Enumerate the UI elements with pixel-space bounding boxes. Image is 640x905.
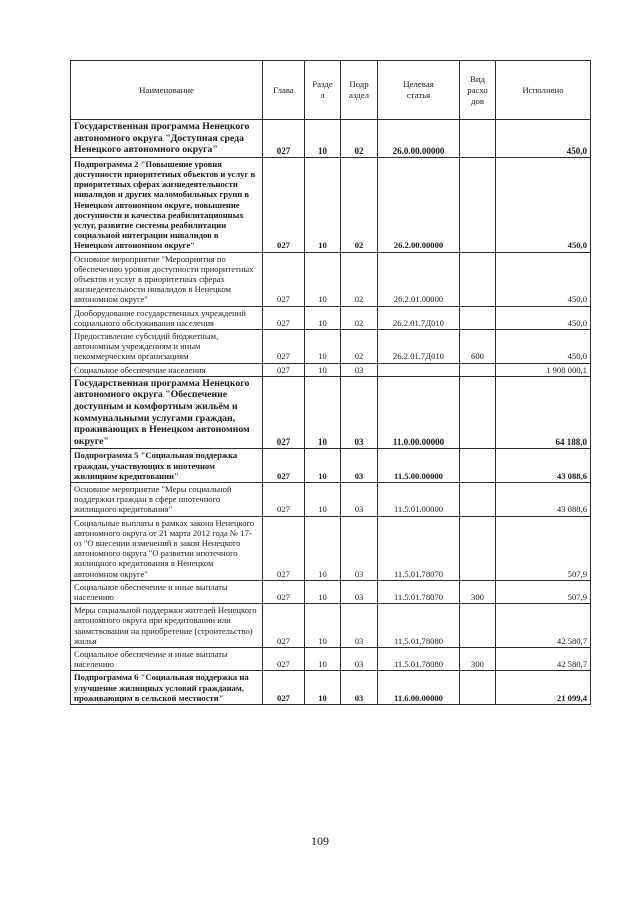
cell-podrazdel: 02 <box>341 157 378 252</box>
cell-glava: 027 <box>263 516 305 580</box>
cell-amount: 1 908 000,1 <box>496 363 591 376</box>
cell-razdel: 10 <box>305 330 341 364</box>
page-number: 109 <box>311 834 329 848</box>
cell-amount: 43 088,6 <box>496 449 591 483</box>
cell-vid <box>460 252 496 306</box>
cell-amount: 21 099,4 <box>496 671 591 705</box>
cell-name: Социальное обеспечение населения <box>71 363 263 376</box>
cell-vid <box>460 516 496 580</box>
cell-name: Социальные выплаты в рамках закона Ненецкого автономного округа от 21 марта 2012 года № 17-оз "О внесении изменений в закон Ненецкого автономного округа "О развитии ипотечного жилищного кредитования в Ненецком автономном округе" <box>71 516 263 580</box>
cell-vid <box>460 120 496 158</box>
cell-target: 11.5.01.78070 <box>378 516 460 580</box>
cell-name: Основное мероприятие "Мероприятия по обеспечению уровня доступности приоритетных объектов и услуг в приоритетных сферах жизнедеятельности инвалидов в Ненецком автономном округе" <box>71 252 263 306</box>
table-body <box>71 120 591 705</box>
cell-podrazdel: 02 <box>341 306 378 329</box>
cell-podrazdel: 02 <box>341 252 378 306</box>
cell-glava: 027 <box>263 604 305 648</box>
cell-amount: 450,0 <box>496 120 591 158</box>
cell-podrazdel: 03 <box>341 580 378 603</box>
table-row <box>71 363 591 376</box>
cell-vid: 600 <box>460 330 496 364</box>
table-row <box>71 157 591 252</box>
cell-podrazdel: 03 <box>341 648 378 671</box>
cell-target: 26.2.01.7Д010 <box>378 330 460 364</box>
cell-name: Социальное обеспечение и иные выплаты населению <box>71 648 263 671</box>
cell-name: Основное мероприятие "Меры социальной поддержки граждан в сфере ипотечного жилищного кредитования" <box>71 483 263 517</box>
cell-name: Социальное обеспечение и иные выплаты населению <box>71 580 263 603</box>
cell-podrazdel: 03 <box>341 604 378 648</box>
cell-vid <box>460 449 496 483</box>
header-target: Целевая статья <box>378 61 460 120</box>
cell-amount: 507,9 <box>496 580 591 603</box>
header-razdel: Разде л <box>305 61 341 120</box>
cell-razdel: 10 <box>305 306 341 329</box>
cell-name: Подпрограмма 2 "Повышение уровня доступности приоритетных объектов и услуг в приоритетных сферах жизнедеятельности инвалидов и других маломобильных групп в Ненецком автономном округе, повышение доступности и качества реабилитационных услуг, развитие системы реабилитации социальной интеграции инвалидов в Ненецком автономном округе" <box>71 157 263 252</box>
cell-vid: 300 <box>460 580 496 603</box>
cell-razdel: 10 <box>305 120 341 158</box>
budget-table <box>70 60 591 705</box>
table-row <box>71 330 591 364</box>
cell-name: Меры социальной поддержки жителей Ненецкого автономного округа при кредитовании или заимствовании на приобретение (строительство) жилья <box>71 604 263 648</box>
cell-vid <box>460 363 496 376</box>
table-row <box>71 580 591 603</box>
table-row <box>71 604 591 648</box>
cell-glava: 027 <box>263 306 305 329</box>
table-row <box>71 120 591 158</box>
cell-target: 11.5.01.78080 <box>378 648 460 671</box>
cell-razdel: 10 <box>305 363 341 376</box>
cell-target: 11.5.01.00000 <box>378 483 460 517</box>
header-executed: Исполнено <box>496 61 591 120</box>
cell-glava: 027 <box>263 330 305 364</box>
cell-amount: 450,0 <box>496 306 591 329</box>
table-row <box>71 449 591 483</box>
cell-podrazdel: 03 <box>341 671 378 705</box>
cell-target: 11.5.00.00000 <box>378 449 460 483</box>
cell-name: Подпрограмма 5 "Социальная поддержка граждан, участвующих в ипотечном жилищном кредитовании" <box>71 449 263 483</box>
cell-glava: 027 <box>263 376 305 449</box>
cell-vid <box>460 483 496 517</box>
cell-glava: 027 <box>263 671 305 705</box>
cell-name: Предоставление субсидий бюджетным, автономным учреждениям и иным некоммерческим организациям <box>71 330 263 364</box>
cell-vid <box>460 157 496 252</box>
cell-glava: 027 <box>263 120 305 158</box>
cell-podrazdel: 03 <box>341 483 378 517</box>
cell-amount: 42 580,7 <box>496 604 591 648</box>
cell-razdel: 10 <box>305 376 341 449</box>
cell-glava: 027 <box>263 252 305 306</box>
cell-razdel: 10 <box>305 604 341 648</box>
cell-vid <box>460 306 496 329</box>
header-row <box>71 61 591 120</box>
cell-glava: 027 <box>263 363 305 376</box>
cell-amount: 450,0 <box>496 157 591 252</box>
table-row <box>71 252 591 306</box>
cell-razdel: 10 <box>305 252 341 306</box>
cell-target: 11.6.00.00000 <box>378 671 460 705</box>
table-row <box>71 483 591 517</box>
cell-vid <box>460 671 496 705</box>
cell-amount: 507,9 <box>496 516 591 580</box>
cell-razdel: 10 <box>305 157 341 252</box>
cell-target: 11.5.01.78080 <box>378 604 460 648</box>
cell-name: Государственная программа Ненецкого автономного округа "Доступная среда Ненецкого автономного округа" <box>71 120 263 158</box>
cell-podrazdel: 02 <box>341 330 378 364</box>
cell-podrazdel: 03 <box>341 376 378 449</box>
table-row <box>71 376 591 449</box>
cell-name: Государственная программа Ненецкого автономного округа "Обеспечение доступным и комфортным жильём и коммунальными услугами граждан, проживающих в Ненецком автономном округе" <box>71 376 263 449</box>
cell-target: 11.0.00.00000 <box>378 376 460 449</box>
cell-target: 26.2.00.00000 <box>378 157 460 252</box>
cell-amount: 450,0 <box>496 252 591 306</box>
cell-target: 26.0.00.00000 <box>378 120 460 158</box>
cell-podrazdel: 02 <box>341 120 378 158</box>
cell-name: Дооборудование государственных учреждений социального обслуживания населения <box>71 306 263 329</box>
cell-razdel: 10 <box>305 483 341 517</box>
cell-podrazdel: 03 <box>341 363 378 376</box>
header-expense-type: Вид расхо дов <box>460 61 496 120</box>
cell-razdel: 10 <box>305 516 341 580</box>
cell-amount: 42 580,7 <box>496 648 591 671</box>
table-row <box>71 671 591 705</box>
cell-amount: 64 188,0 <box>496 376 591 449</box>
cell-target <box>378 363 460 376</box>
header-glava: Глава <box>263 61 305 120</box>
cell-glava: 027 <box>263 648 305 671</box>
table-row <box>71 648 591 671</box>
cell-glava: 027 <box>263 580 305 603</box>
cell-vid <box>460 376 496 449</box>
cell-podrazdel: 03 <box>341 449 378 483</box>
cell-razdel: 10 <box>305 671 341 705</box>
cell-razdel: 10 <box>305 580 341 603</box>
header-podrazdel: Подр аздел <box>341 61 378 120</box>
cell-vid: 300 <box>460 648 496 671</box>
cell-target: 26.2.01.7Д010 <box>378 306 460 329</box>
cell-podrazdel: 03 <box>341 516 378 580</box>
cell-target: 26.2.01.00000 <box>378 252 460 306</box>
table-row <box>71 306 591 329</box>
cell-glava: 027 <box>263 157 305 252</box>
cell-glava: 027 <box>263 449 305 483</box>
table-row <box>71 516 591 580</box>
cell-glava: 027 <box>263 483 305 517</box>
header-name: Наименование <box>71 61 263 120</box>
cell-razdel: 10 <box>305 648 341 671</box>
cell-name: Подпрограмма 6 "Социальная поддержка на улучшение жилищных условий гражданам, проживающим в сельской местности" <box>71 671 263 705</box>
cell-vid <box>460 604 496 648</box>
cell-target: 11.5.01.78070 <box>378 580 460 603</box>
cell-amount: 43 088,6 <box>496 483 591 517</box>
cell-amount: 450,0 <box>496 330 591 364</box>
cell-razdel: 10 <box>305 449 341 483</box>
